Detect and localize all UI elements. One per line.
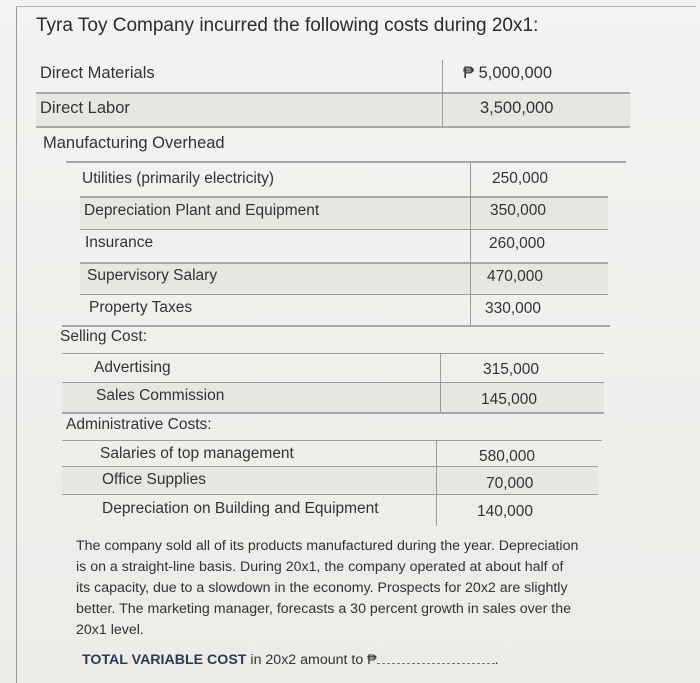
sales-commission-label: Sales Commission [96,387,225,404]
depreciation-building-label: Depreciation on Building and Equipment [102,500,379,517]
utilities-label: Utilities (primarily electricity) [82,170,275,187]
row-divider [62,382,604,383]
advertising-value: 315,000 [483,361,540,378]
question-bold-label: TOTAL VARIABLE COST [82,652,247,668]
depreciation-plant-value: 350,000 [490,202,547,219]
row-divider [66,161,626,163]
column-divider [436,440,437,526]
paragraph-line: is on a straight-line basis. During 20x1, the company operated at about half of [76,559,564,575]
depreciation-building-value: 140,000 [477,503,534,520]
sales-commission-value: 145,000 [481,391,538,408]
problem-title: Tyra Toy Company incurred the following costs during 20x1: [36,15,539,36]
administrative-costs-header: Administrative Costs: [66,416,212,433]
row-divider [62,325,610,327]
column-divider [440,353,441,413]
insurance-label: Insurance [85,234,154,251]
row-divider [36,92,630,94]
depreciation-plant-label: Depreciation Plant and Equipment [84,202,320,219]
direct-materials-label: Direct Materials [40,64,155,82]
utilities-value: 250,000 [492,170,549,187]
row-divider [80,229,608,230]
salaries-top-value: 580,000 [479,448,536,465]
advertising-label: Advertising [94,359,171,376]
property-taxes-value: 330,000 [485,300,542,317]
supervisory-label: Supervisory Salary [87,267,218,284]
column-divider [470,161,471,326]
supervisory-value: 470,000 [487,268,544,285]
row-divider [62,466,598,467]
row-divider [62,494,598,495]
manufacturing-overhead-header: Manufacturing Overhead [43,134,225,152]
office-supplies-value: 70,000 [486,475,534,492]
paragraph-line: The company sold all of its products manufactured during the year. Depreciation [76,538,579,554]
office-supplies-label: Office Supplies [102,471,206,488]
question-text: in 20x2 amount to ₱ [246,652,377,668]
salaries-top-label: Salaries of top management [100,445,294,462]
direct-labor-label: Direct Labor [40,99,130,117]
column-divider [442,60,443,127]
row-divider [36,126,630,128]
row-divider [80,196,608,198]
row-divider [80,262,608,264]
row-divider [80,294,608,295]
paragraph-line: its capacity, due to a slowdown in the economy. Prospects for 20x2 are slightly [76,580,568,596]
paragraph-line: 20x1 level. [76,622,144,638]
answer-blank[interactable] [377,652,495,664]
problem-description [76,536,636,641]
row-divider [62,440,602,441]
direct-labor-value: 3,500,000 [480,99,554,117]
question-end: . [494,652,499,668]
question-line [82,652,499,668]
property-taxes-label: Property Taxes [89,299,193,316]
row-divider [62,353,604,354]
selling-cost-header: Selling Cost: [60,328,148,345]
paragraph-line: better. The marketing manager, forecasts a 30 percent growth in sales over the [76,601,571,617]
insurance-value: 260,000 [489,235,546,252]
row-divider [62,412,604,414]
direct-materials-value: ₱ 5,000,000 [463,64,552,82]
